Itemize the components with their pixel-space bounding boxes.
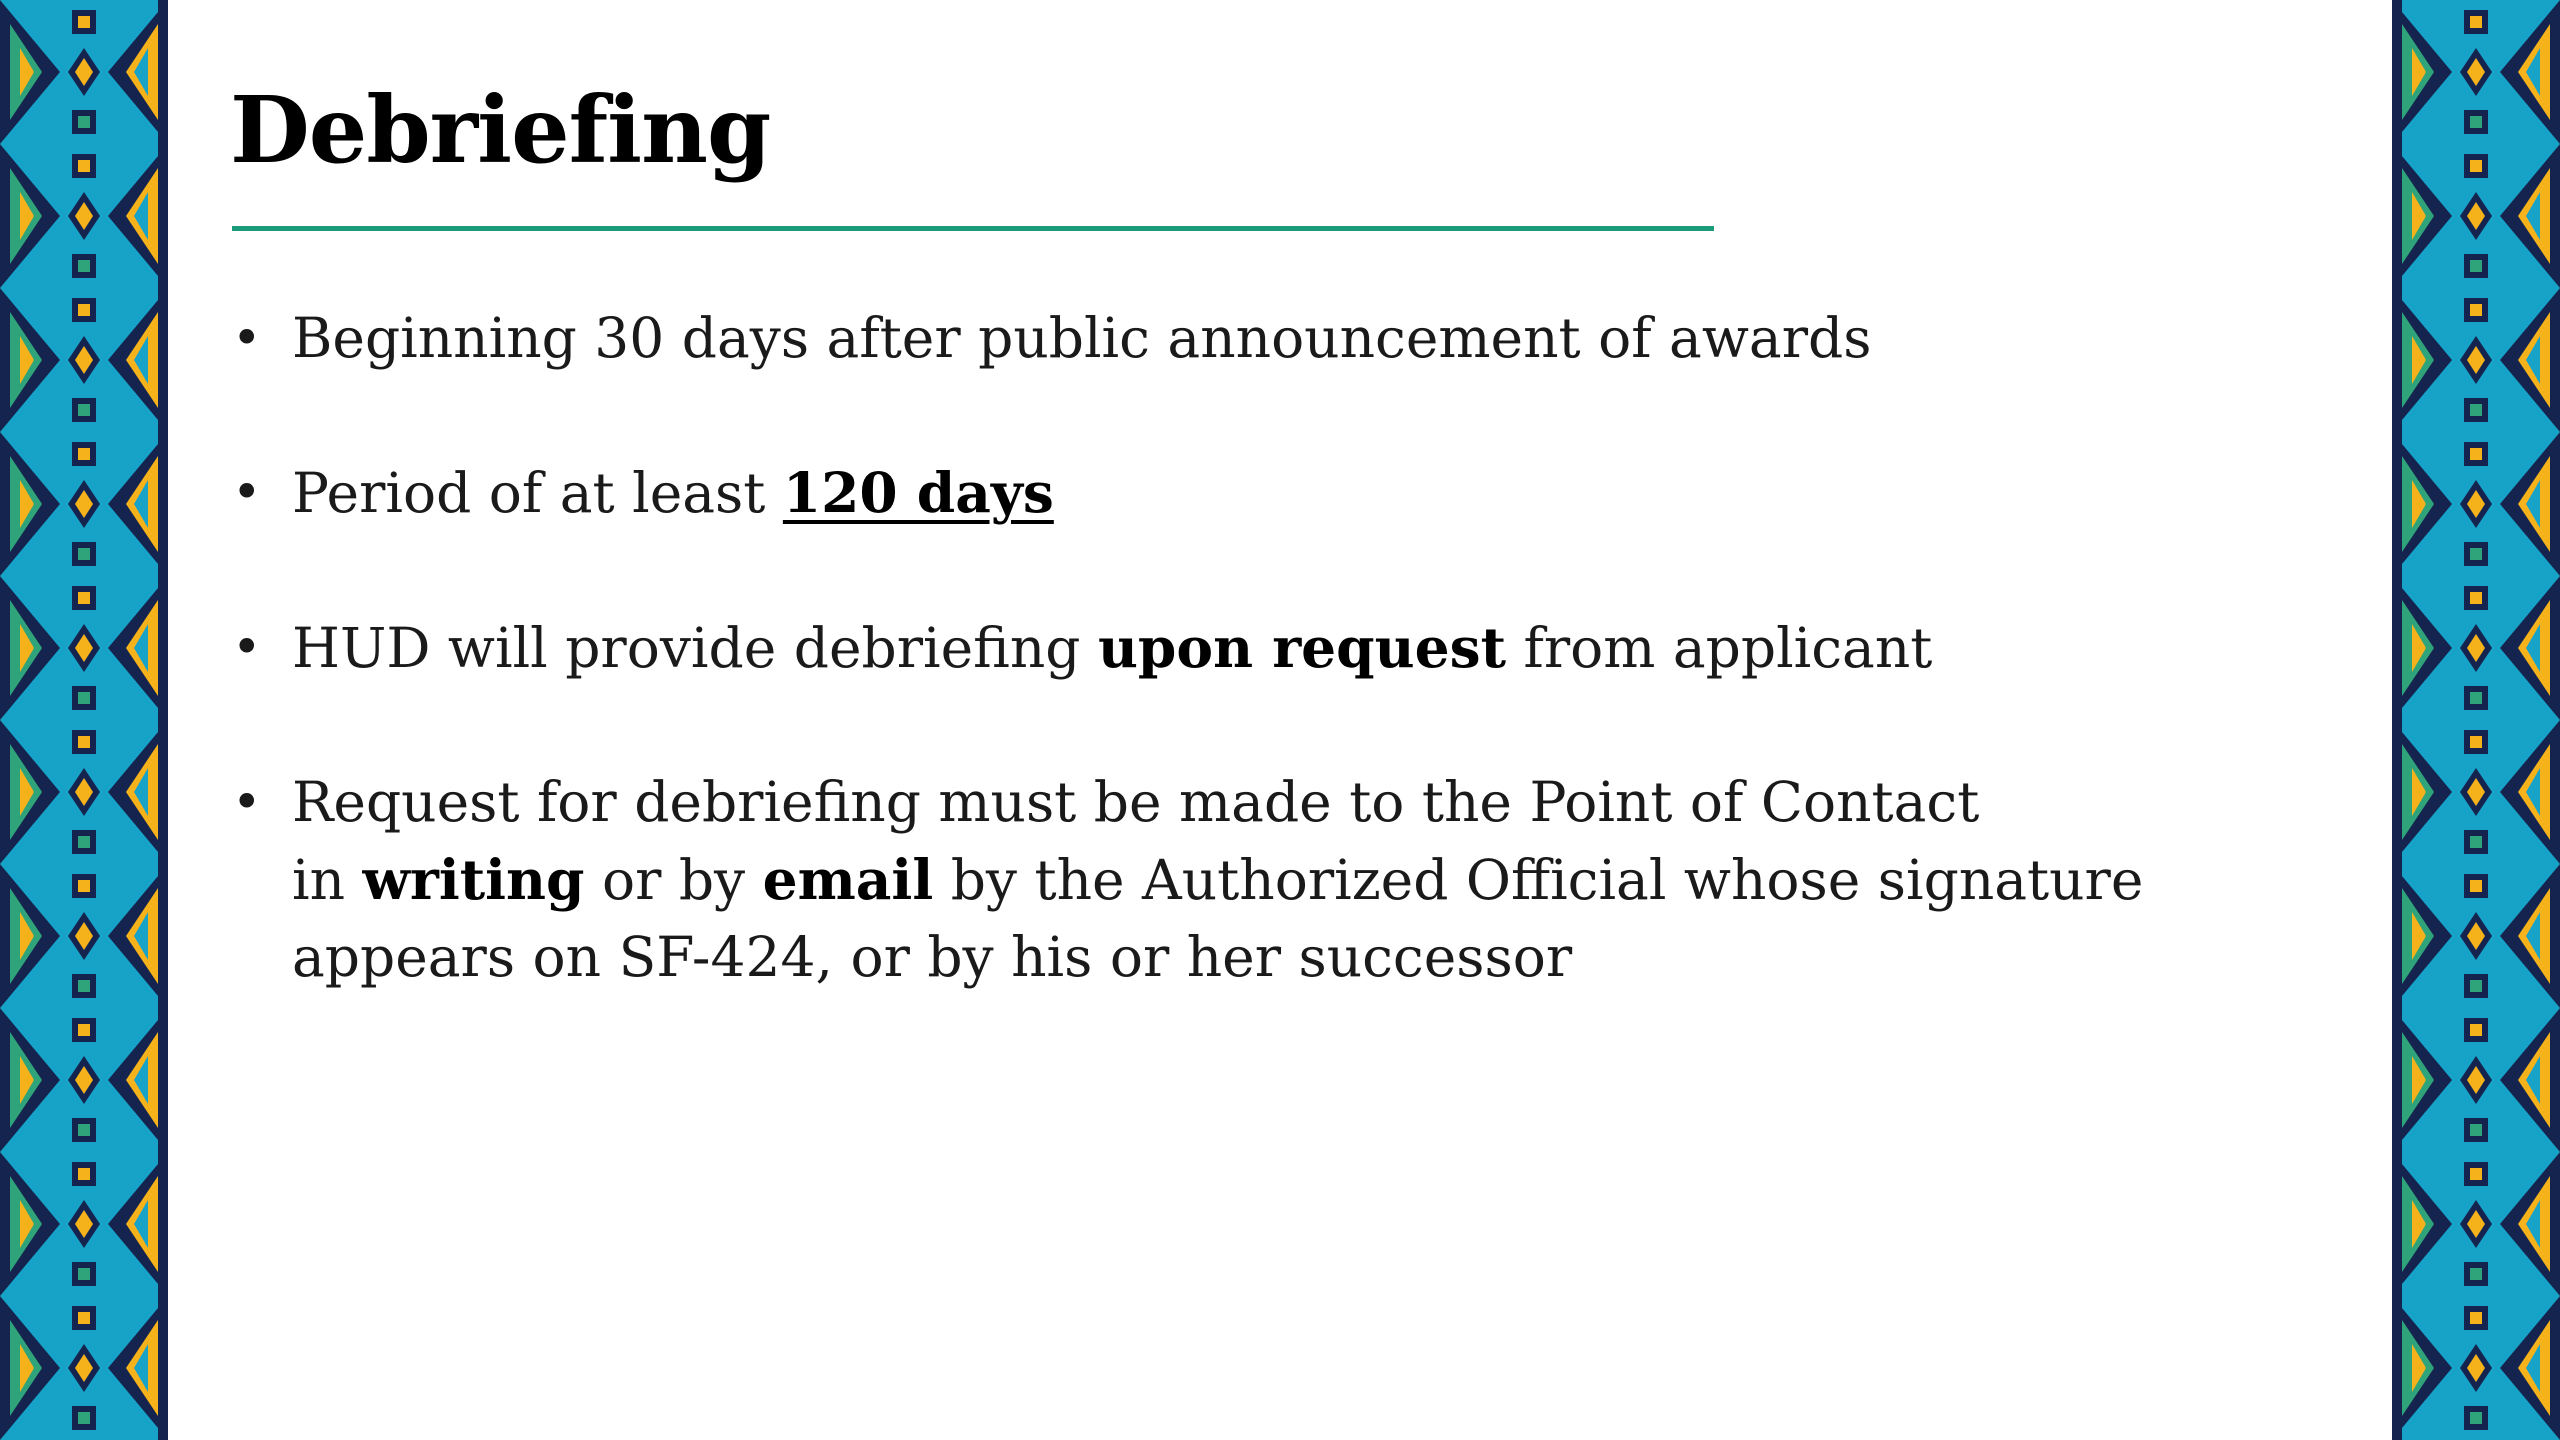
bullet-item: [230, 764, 2280, 996]
bullet-text: in: [292, 848, 363, 912]
bullet-emphasis: 120 days: [782, 460, 1054, 525]
bullet-line: appears on SF-424, or by his or her successor: [292, 925, 1573, 989]
tribal-pattern-icon: [2392, 0, 2560, 1440]
slide-title: Debriefing: [230, 76, 771, 184]
bullet-text: Beginning 30 days after public announcement of awards: [292, 306, 1872, 370]
bullet-emphasis: writing: [362, 847, 585, 912]
bullet-item: [230, 609, 2280, 687]
slide-content: [230, 0, 2350, 1440]
bullet-dot-icon: •: [232, 773, 262, 831]
bullet-text: Period of at least: [292, 461, 783, 525]
bullet-text: HUD will provide debriefing: [292, 616, 1098, 680]
left-decorative-border: [0, 0, 168, 1440]
bullet-emphasis: upon request: [1097, 615, 1506, 680]
title-underline-rule: [232, 226, 1714, 231]
bullet-text: from applicant: [1505, 616, 1933, 680]
bullet-list: [230, 300, 2280, 1073]
bullet-item: [230, 300, 2280, 377]
bullet-dot-icon: •: [232, 463, 262, 521]
bullet-emphasis: email: [762, 847, 934, 912]
right-decorative-border: [2392, 0, 2560, 1440]
bullet-dot-icon: •: [232, 309, 262, 367]
bullet-line: Request for debriefing must be made to the Point of Contact: [292, 770, 1980, 834]
bullet-text: by the Authorized Official whose signature: [933, 848, 2144, 912]
bullet-dot-icon: •: [232, 618, 262, 676]
bullet-text: or by: [584, 848, 763, 912]
tribal-pattern-icon: [0, 0, 168, 1440]
bullet-item: [230, 454, 2280, 532]
